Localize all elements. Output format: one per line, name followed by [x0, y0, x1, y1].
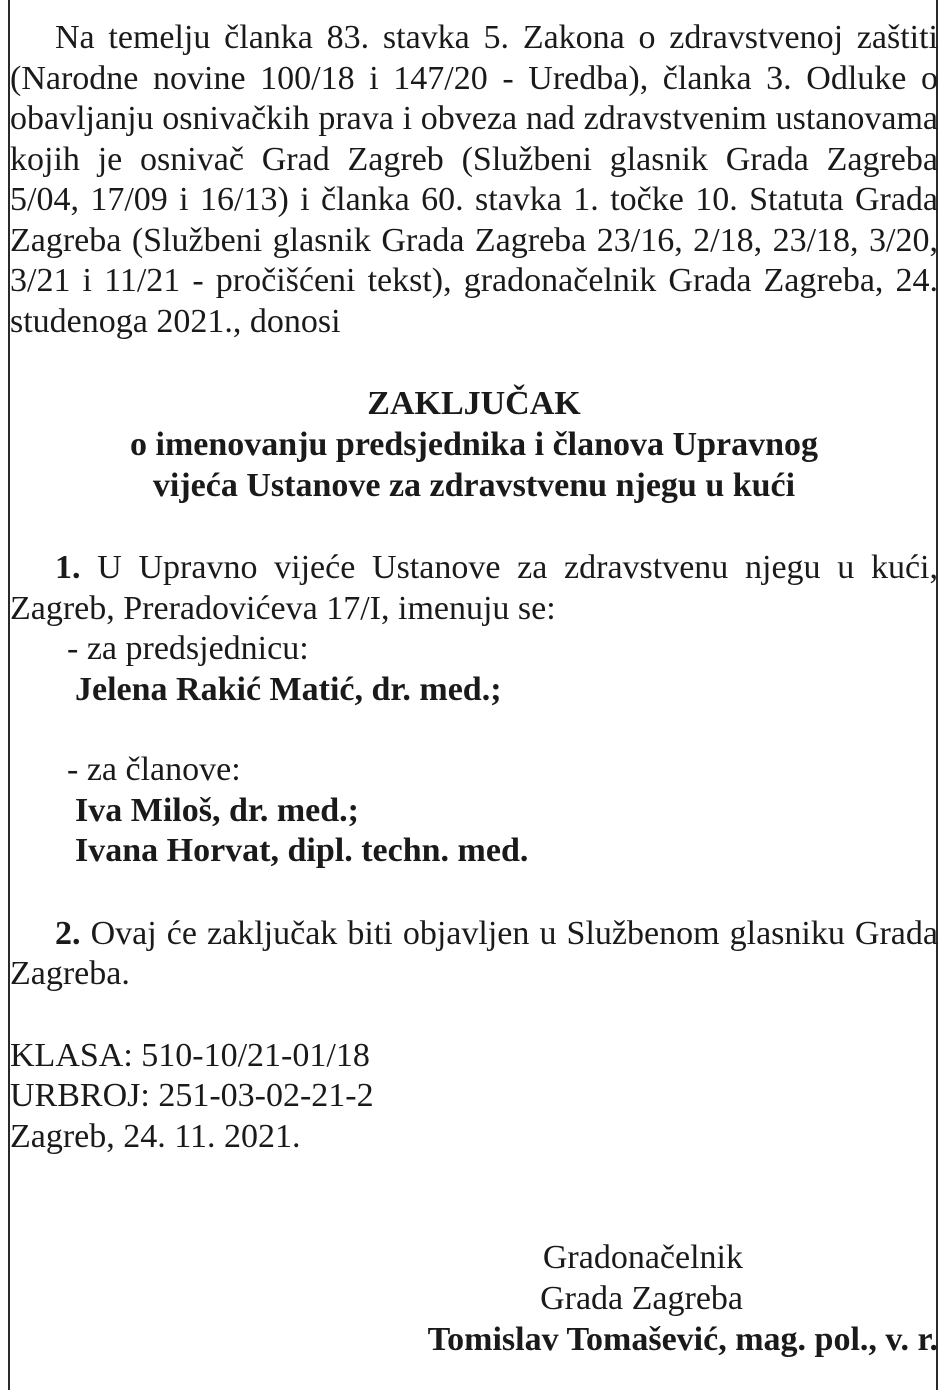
document-content [10, 18, 938, 1157]
urbroj-line: URBROJ: 251-03-02-21-2 [10, 1077, 374, 1114]
member-name-1: Iva Miloš, dr. med.; [75, 791, 359, 829]
title-heading: ZAKLJUČAK [367, 385, 581, 422]
signature-title-line-2: Grada Zagreba [540, 1280, 743, 1317]
members-role: - za članove: [67, 751, 241, 788]
signature-title-line-1: Gradonačelnik [542, 1239, 743, 1276]
member-name-2: Ivana Horvat, dipl. techn. med. [75, 832, 529, 869]
preamble-paragraph: Na temelju članka 83. stavka 5. Zakona o zdravstvenoj zaštiti (Narodne novine 100/18 i 147/20 - Uredba), članka 3. Odluke o obavljanju osnivačkih prava i obveza nad zdravstvenim ustanovama kojih je osnivač Grad Zagreb (Službeni glasnik Grada Zagreba 5/04, 17/09 i 16/13) i članka 60. stavka 1. točke 10. Statuta Grada Zagreba (Službeni glasnik Grada Zagreba 23/16, 2/18, 23/18, 3/20, 3/21 i 11/21 - pročišćeni tekst), gradonačelnik Grada Zagreba, 24. studenoga 2021., donosi [10, 19, 938, 340]
title-subtitle-line-2: vijeća Ustanove za zdravstvenu njegu u kući [152, 467, 796, 504]
document-meta [10, 1036, 938, 1158]
item-1-number: 1. [55, 549, 81, 586]
decision-title [10, 383, 938, 506]
item-2 [10, 914, 938, 995]
item-1 [10, 548, 938, 629]
president-name: Jelena Rakić Matić, dr. med.; [75, 670, 502, 708]
signature-block [428, 1237, 938, 1360]
place-date-line: Zagreb, 24. 11. 2021. [10, 1117, 301, 1155]
spacer [10, 710, 938, 750]
president-role: - za predsjednicu: [67, 630, 309, 667]
item-1-text: U Upravno vijeće Ustanove za zdravstvenu njegu u kući, Zagreb, Preradovićeva 17/I, imenuju se: [10, 549, 938, 627]
klasa-line: KLASA: 510-10/21-01/18 [10, 1036, 370, 1074]
signature-name: Tomislav Tomašević, mag. pol., v. r. [427, 1321, 938, 1358]
item-2-number: 2. [55, 914, 81, 952]
item-2-text: Ovaj će zaključak biti objavljen u Službenom glasniku Grada Zagreba. [10, 914, 938, 992]
title-subtitle-line-1: o imenovanju predsjednika i članova Upravnog [130, 426, 818, 463]
